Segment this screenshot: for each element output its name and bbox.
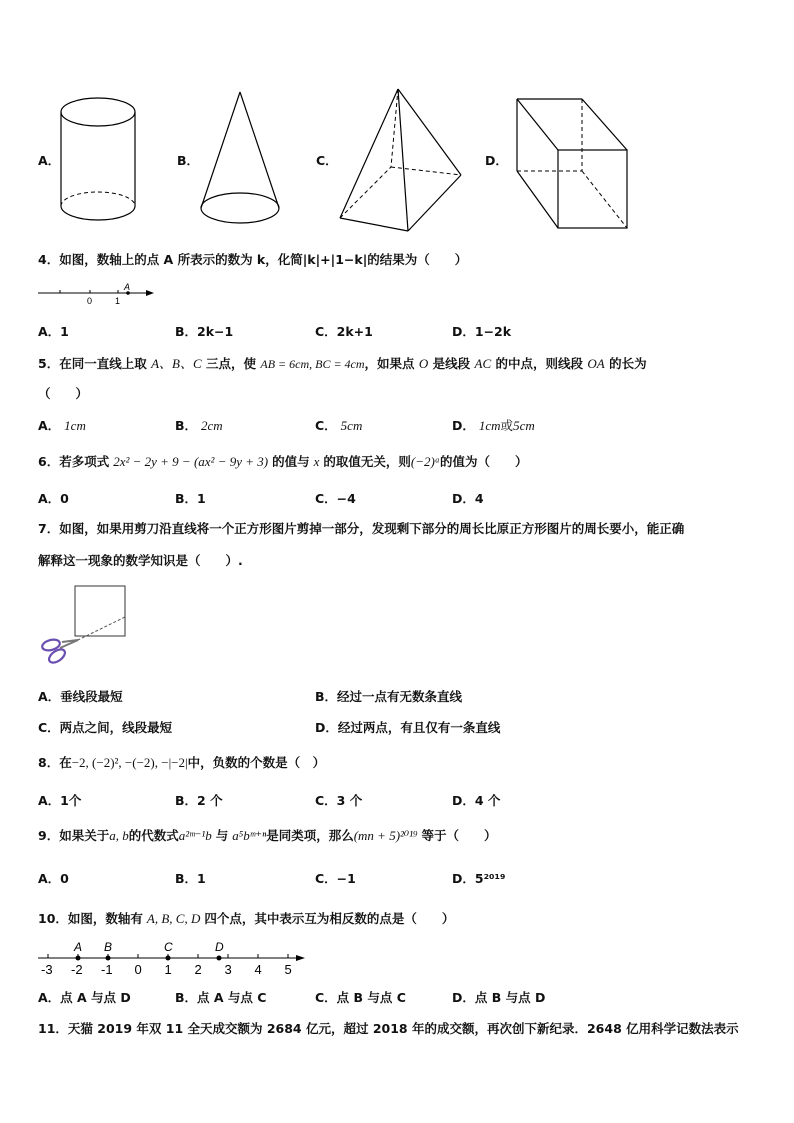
q9-option-d[interactable]: D．5²⁰¹⁹	[452, 871, 506, 886]
q4-tick-0: 0	[87, 296, 93, 306]
q10-option-c[interactable]: C．点 B 与点 C	[315, 990, 406, 1005]
q10-point-a	[76, 956, 81, 961]
q8-option-d[interactable]: D．4 个	[452, 793, 501, 808]
q10-stem: 10．如图，数轴有 A, B, C, D 四个点，其中表示互为相反数的点是（ ）	[38, 911, 455, 926]
q10-tick-label: 5	[284, 962, 292, 977]
q6-option-b[interactable]: B．1	[175, 491, 206, 506]
q7-option-b[interactable]: B．经过一点有无数条直线	[315, 689, 463, 704]
q7-stem-line1: 7．如图，如果用剪刀沿直线将一个正方形图片剪掉一部分，发现剩下部分的周长比原正方形图片的周长要小，能正确	[38, 521, 685, 536]
q9-stem: 9．如果关于a, b的代数式a²ᵐ⁻¹b 与 a⁵bᵐ⁺ⁿ是同类项，那么(mn + 5)²⁰¹⁹ 等于（ ）	[38, 828, 497, 843]
q10-tick-label: 4	[254, 962, 262, 977]
q9-option-b[interactable]: B．1	[175, 871, 206, 886]
q7-stem-line2: 解释这一现象的数学知识是（ ）.	[38, 553, 243, 568]
q10-point-label-d: D	[215, 940, 224, 954]
cone-figure	[200, 90, 282, 230]
q8-option-b[interactable]: B．2 个	[175, 793, 223, 808]
q4-option-a[interactable]: A．1	[38, 324, 69, 339]
q9-option-c[interactable]: C．−1	[315, 871, 356, 886]
q4-tick-1: 1	[115, 296, 121, 306]
q10-point-label-b: B	[104, 940, 113, 954]
q11-stem-line1: 11．天猫 2019 年双 11 全天成交额为 2684 亿元，超过 2018 年的成交额，再次创下新纪录．2648 亿用科学记数法表示	[38, 1021, 739, 1036]
q10-tick-label: -1	[101, 962, 113, 977]
q9-option-a[interactable]: A．0	[38, 871, 69, 886]
q10-tick-label: 1	[164, 962, 172, 977]
q6-stem: 6．若多项式 2x² − 2y + 9 − (ax² − 9y + 3) 的值与 x 的取值无关，则(−2)ᵃ的值为（ ）	[38, 454, 528, 469]
q10-point-label-a: A	[74, 940, 83, 954]
q10-point-c	[166, 956, 171, 961]
pyramid-figure	[338, 88, 463, 233]
q5-option-c[interactable]: C． 5cm	[315, 418, 363, 433]
cylinder-figure	[60, 96, 140, 226]
q8-stem: 8．在−2, (−2)², −(−2), −|−2|中，负数的个数是（ ）	[38, 755, 326, 770]
q7-option-d[interactable]: D．经过两点，有且仅有一条直线	[315, 720, 501, 735]
prism-figure	[515, 97, 630, 232]
q10-tick-label: 0	[134, 962, 142, 977]
q5-option-b[interactable]: B． 2cm	[175, 418, 223, 433]
q6-option-a[interactable]: A．0	[38, 491, 69, 506]
q4-number-line	[38, 282, 158, 307]
q6-option-d[interactable]: D．4	[452, 491, 484, 506]
q7-option-a[interactable]: A．垂线段最短	[38, 689, 123, 704]
scissors-square-figure	[38, 584, 130, 672]
q10-point-d	[217, 956, 222, 961]
q8-option-c[interactable]: C．3 个	[315, 793, 363, 808]
q10-point-b	[106, 956, 111, 961]
q8-option-a[interactable]: A．1个	[38, 793, 82, 808]
q4-stem: 4．如图，数轴上的点 A 所表示的数为 k，化简|k|+|1−k|的结果为（ ）	[38, 252, 468, 267]
q4-option-c[interactable]: C．2k+1	[315, 324, 373, 339]
q3-option-d-label: D．	[485, 153, 508, 168]
q10-tick-label: 3	[224, 962, 232, 977]
q10-option-d[interactable]: D．点 B 与点 D	[452, 990, 546, 1005]
q5-paren: （ ）	[38, 386, 89, 401]
q10-tick-label: -2	[71, 962, 83, 977]
q7-option-c[interactable]: C．两点之间，线段最短	[38, 720, 173, 735]
q4-option-d[interactable]: D．1−2k	[452, 324, 512, 339]
q4-option-b[interactable]: B．2k−1	[175, 324, 234, 339]
q3-option-c-label: C．	[316, 153, 338, 168]
q10-option-a[interactable]: A．点 A 与点 D	[38, 990, 131, 1005]
q10-tick-label: -3	[41, 962, 53, 977]
q3-option-a-label: A．	[38, 153, 61, 168]
q5-option-d[interactable]: D． 1cm或5cm	[452, 418, 535, 433]
q10-option-b[interactable]: B．点 A 与点 C	[175, 990, 267, 1005]
q10-number-line	[30, 940, 310, 980]
q10-point-label-c: C	[164, 940, 173, 954]
q5-stem: 5．在同一直线上取 A、B、C 三点，使 AB = 6cm, BC = 4cm，如果点 O 是线段 AC 的中点，则线段 OA 的长为	[38, 356, 647, 371]
q4-point-a: A	[124, 282, 131, 292]
q10-tick-label: 2	[194, 962, 202, 977]
q5-option-a[interactable]: A． 1cm	[38, 418, 86, 433]
q6-option-c[interactable]: C．−4	[315, 491, 356, 506]
q3-option-b-label: B．	[177, 153, 200, 168]
